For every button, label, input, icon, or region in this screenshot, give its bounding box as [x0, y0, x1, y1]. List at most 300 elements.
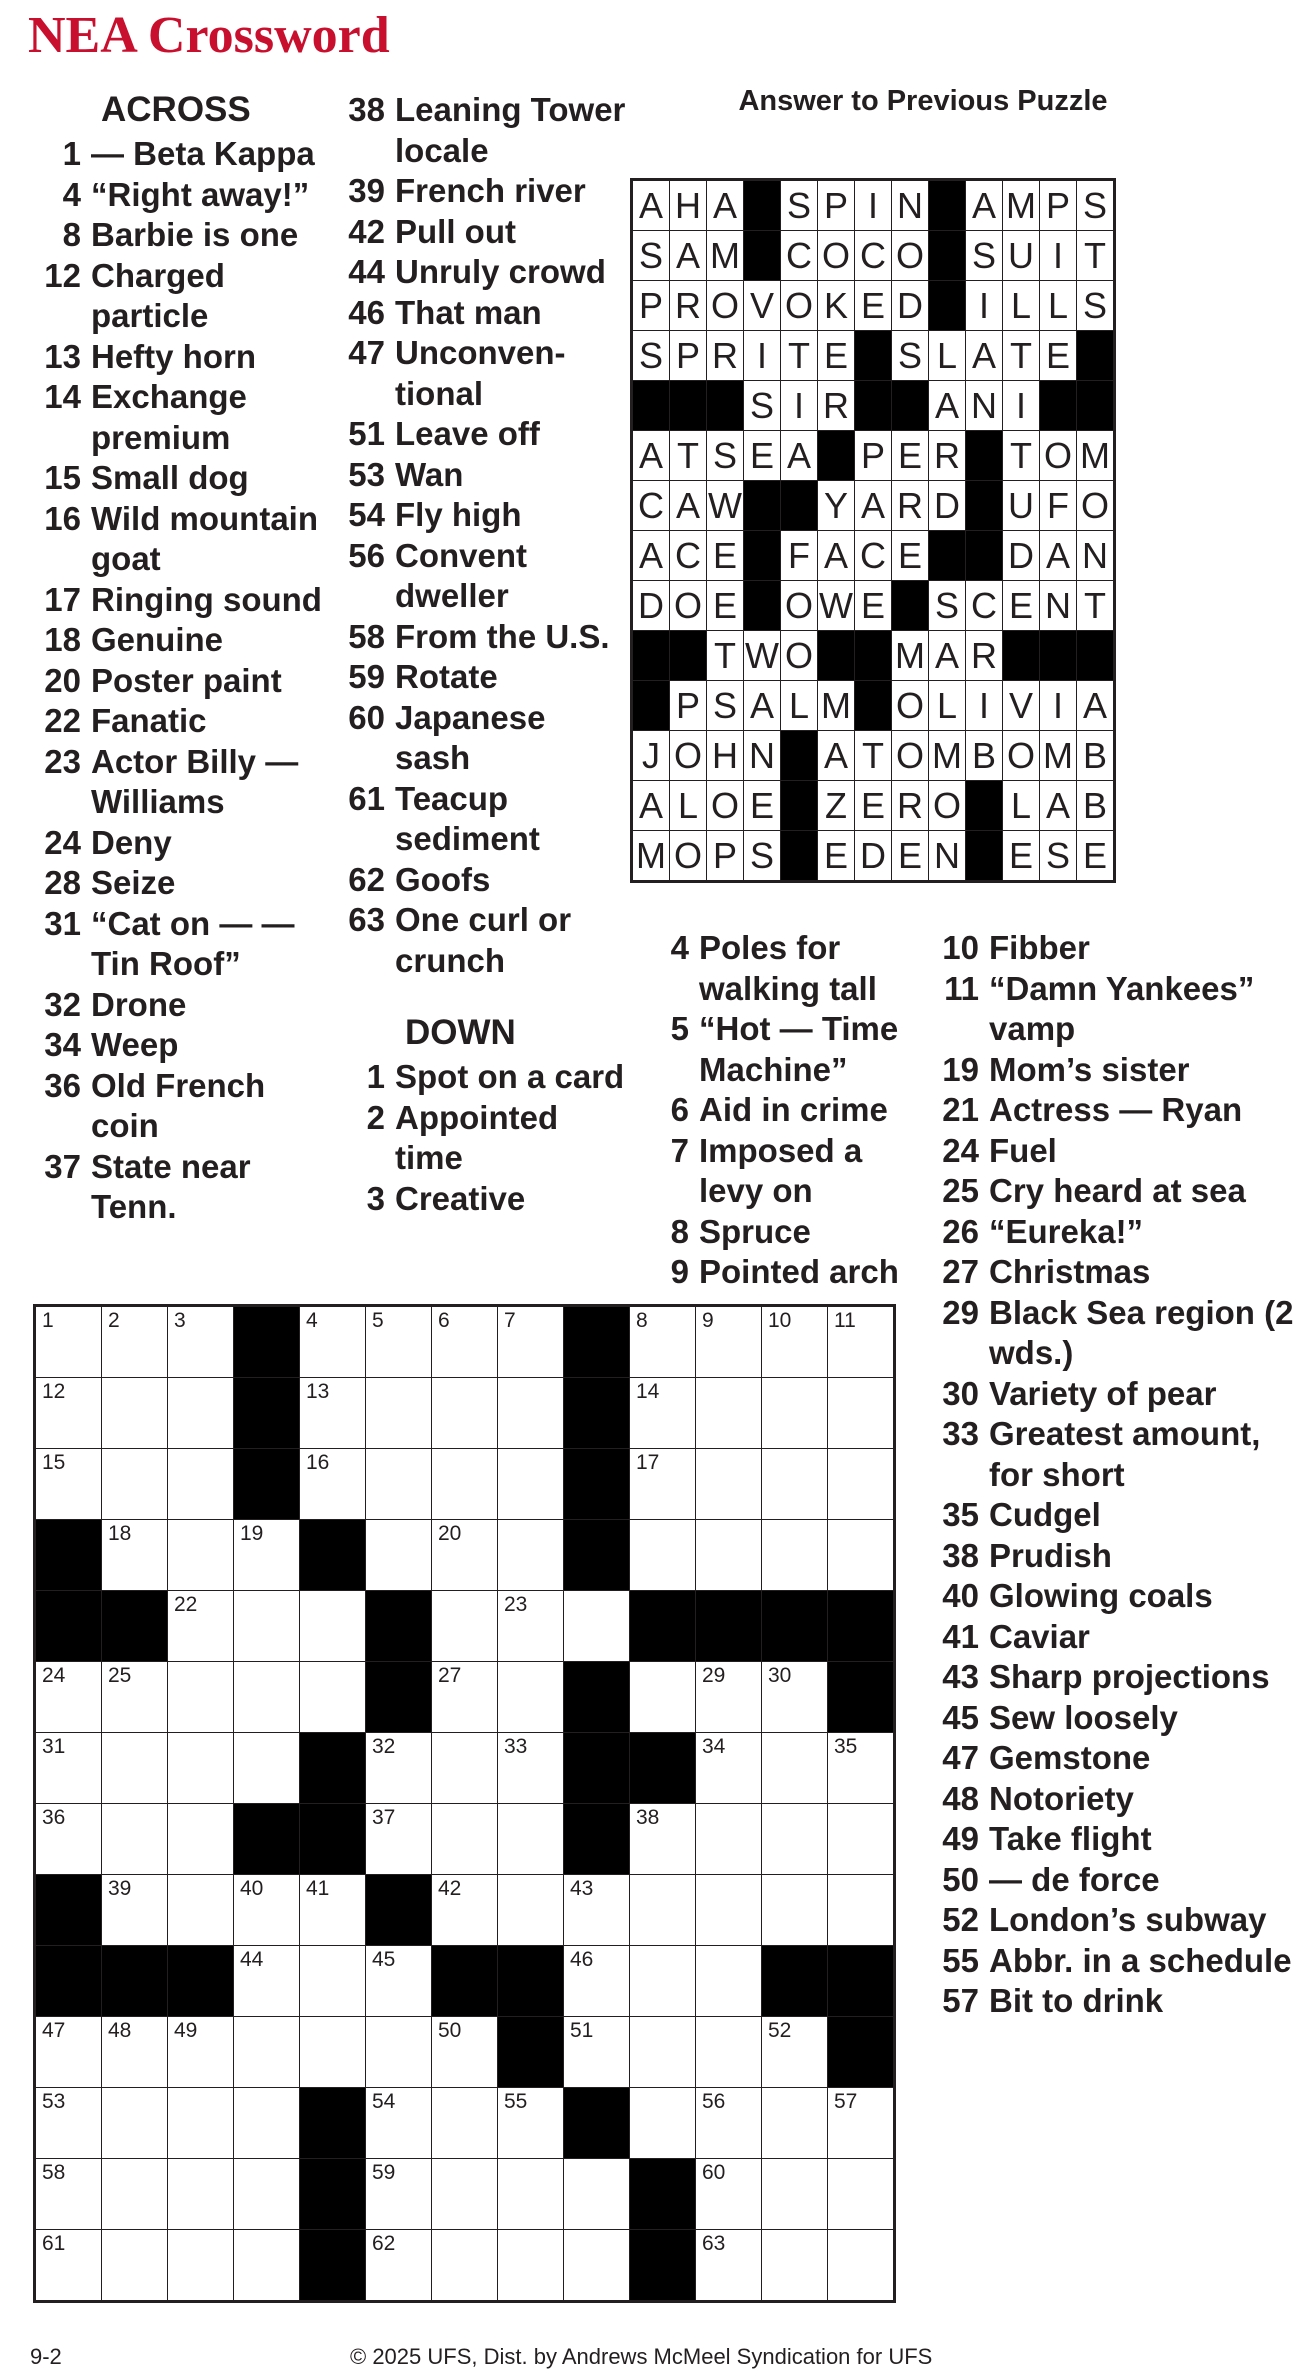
clue [931, 1657, 1311, 1698]
answer-grid-letter: A [670, 231, 707, 281]
crossword-cell[interactable] [102, 2017, 168, 2088]
crossword-cell[interactable] [366, 1306, 432, 1378]
crossword-cell[interactable] [300, 2017, 366, 2088]
crossword-block [564, 1449, 630, 1520]
crossword-cell[interactable] [828, 2088, 895, 2159]
crossword-cell[interactable] [234, 1520, 300, 1591]
crossword-cell[interactable] [696, 1946, 762, 2017]
crossword-cell[interactable] [498, 1804, 564, 1875]
clue [337, 252, 627, 293]
crossword-cell[interactable] [168, 1875, 234, 1946]
clue-text: Ringing sound [91, 580, 322, 618]
crossword-cell[interactable] [234, 1733, 300, 1804]
crossword-cell[interactable] [168, 2230, 234, 2302]
crossword-cell[interactable] [35, 2088, 102, 2159]
crossword-block [432, 1946, 498, 2017]
clue-text: Small dog [91, 459, 249, 496]
clue-text: Prudish [989, 1536, 1112, 1574]
crossword-cell[interactable] [366, 1520, 432, 1591]
crossword-cell[interactable] [300, 1378, 366, 1449]
clue [931, 1131, 1311, 1172]
crossword-cell[interactable] [696, 2159, 762, 2230]
clue [931, 1617, 1311, 1658]
crossword-cell[interactable] [828, 1733, 895, 1804]
clue-text: Creative [395, 1179, 526, 1217]
answer-grid-letter: M [1003, 180, 1040, 231]
clue-text: Gemstone [989, 1739, 1151, 1776]
answer-grid-letter: T [670, 431, 707, 481]
crossword-cell[interactable] [234, 1875, 300, 1946]
crossword-cell[interactable] [102, 2088, 168, 2159]
crossword-cell[interactable] [498, 1378, 564, 1449]
crossword-cell[interactable] [168, 1449, 234, 1520]
crossword-cell[interactable] [432, 1378, 498, 1449]
cell-number: 27 [438, 1664, 462, 1687]
crossword-cell[interactable] [828, 1306, 895, 1378]
answer-grid-letter: A [670, 481, 707, 531]
crossword-cell[interactable] [630, 1378, 696, 1449]
crossword-row [35, 2230, 895, 2302]
clue-number: 12 [44, 256, 81, 294]
answer-grid-letter: S [1040, 831, 1077, 882]
answer-grid-letter: R [892, 781, 929, 831]
clue [337, 90, 627, 171]
crossword-cell[interactable] [498, 1449, 564, 1520]
crossword-row [35, 1449, 895, 1520]
answer-grid-letter: E [855, 581, 892, 631]
crossword-cell[interactable] [366, 2017, 432, 2088]
clue-text: “Eureka!” [989, 1212, 1144, 1250]
clue [931, 1738, 1311, 1779]
answer-grid-letter: S [892, 331, 929, 381]
crossword-cell[interactable] [168, 1733, 234, 1804]
answer-grid-block [744, 531, 781, 581]
clue-text: Imposed a levy on [699, 1131, 863, 1209]
clue-number: 24 [44, 823, 81, 861]
crossword-cell[interactable] [35, 1733, 102, 1804]
crossword-cell[interactable] [35, 2159, 102, 2230]
answer-grid-letter: V [1003, 681, 1040, 731]
answer-grid-letter: L [1003, 281, 1040, 331]
cell-number: 35 [834, 1735, 858, 1758]
crossword-cell[interactable] [102, 1378, 168, 1449]
clue [931, 1374, 1311, 1415]
clue-text: Caviar [989, 1617, 1090, 1655]
answer-grid-letter: E [818, 331, 855, 381]
answer-grid-letter: R [707, 331, 744, 381]
answer-grid-letter: E [892, 831, 929, 882]
crossword-cell[interactable] [630, 2017, 696, 2088]
across-clue-list [33, 134, 333, 1228]
clue-text: Wild mountain goat [91, 499, 319, 577]
crossword-block [696, 1591, 762, 1662]
crossword-cell[interactable] [366, 2230, 432, 2302]
crossword-cell[interactable] [432, 1662, 498, 1733]
cell-number: 25 [108, 1664, 132, 1687]
crossword-cell[interactable] [300, 1449, 366, 1520]
crossword-cell[interactable] [498, 1662, 564, 1733]
crossword-cell[interactable] [234, 2159, 300, 2230]
crossword-cell[interactable] [234, 1591, 300, 1662]
crossword-cell[interactable] [498, 2159, 564, 2230]
crossword-cell[interactable] [630, 1875, 696, 1946]
crossword-cell[interactable] [762, 2159, 828, 2230]
clue-text: Poles for walking tall [699, 929, 877, 1007]
crossword-cell[interactable] [762, 2088, 828, 2159]
cell-number: 42 [438, 1877, 462, 1900]
clue-text: Notoriety [989, 1779, 1134, 1817]
answer-grid-block [929, 531, 966, 581]
answer-grid-letter: E [892, 531, 929, 581]
clue-text: Goofs [395, 860, 491, 898]
crossword-cell[interactable] [168, 1378, 234, 1449]
crossword-cell[interactable] [35, 2017, 102, 2088]
crossword-cell[interactable] [300, 1662, 366, 1733]
crossword-cell[interactable] [35, 2230, 102, 2302]
crossword-cell[interactable] [564, 2159, 630, 2230]
crossword-cell[interactable] [828, 1804, 895, 1875]
clue-number: 21 [942, 1091, 979, 1128]
answer-grid-letter: C [855, 231, 892, 281]
clue [931, 1414, 1311, 1495]
cell-number: 31 [42, 1735, 66, 1758]
crossword-cell[interactable] [168, 1662, 234, 1733]
answer-grid-letter: O [1077, 481, 1115, 531]
crossword-cell[interactable] [432, 1306, 498, 1378]
crossword-cell[interactable] [630, 2088, 696, 2159]
crossword-cell[interactable] [300, 1591, 366, 1662]
crossword-cell[interactable] [498, 1520, 564, 1591]
crossword-cell[interactable] [432, 1875, 498, 1946]
crossword-block [300, 1520, 366, 1591]
previous-answer-title: Answer to Previous Puzzle [738, 85, 1108, 117]
crossword-cell[interactable] [564, 2230, 630, 2302]
clue-text: State near Tenn. [91, 1147, 251, 1225]
crossword-block [102, 1946, 168, 2017]
clue-text: — Beta Kappa [91, 135, 315, 172]
answer-grid-letter: A [781, 431, 818, 481]
crossword-cell[interactable] [234, 2088, 300, 2159]
answer-grid-block [1040, 381, 1077, 431]
crossword-cell[interactable] [366, 1449, 432, 1520]
cell-number: 45 [372, 1948, 396, 1971]
crossword-cell[interactable] [300, 1946, 366, 2017]
clues-column-2 [337, 90, 627, 1219]
crossword-cell[interactable] [828, 1520, 895, 1591]
answer-grid-letter: E [1003, 831, 1040, 882]
crossword-cell[interactable] [102, 1520, 168, 1591]
crossword-cell[interactable] [828, 1378, 895, 1449]
crossword-cell[interactable] [102, 1306, 168, 1378]
answer-grid-block [781, 731, 818, 781]
crossword-block [234, 1449, 300, 1520]
crossword-cell[interactable] [35, 1378, 102, 1449]
clue-number: 22 [44, 702, 81, 739]
answer-grid-letter: W [707, 481, 744, 531]
crossword-cell[interactable] [498, 1733, 564, 1804]
answer-grid-letter: P [1040, 180, 1077, 231]
clue-text: Wan [395, 455, 464, 493]
crossword-cell[interactable] [498, 1306, 564, 1378]
clue-number: 8 [62, 216, 81, 253]
crossword-cell[interactable] [828, 1449, 895, 1520]
crossword-cell[interactable] [762, 2230, 828, 2302]
answer-grid-letter: A [929, 631, 966, 681]
answer-grid-block [855, 681, 892, 731]
answer-grid-letter: M [1040, 731, 1077, 781]
crossword-block [498, 1946, 564, 2017]
crossword-cell[interactable] [564, 1591, 630, 1662]
crossword-cell[interactable] [168, 2017, 234, 2088]
crossword-cell[interactable] [630, 1946, 696, 2017]
crossword-cell[interactable] [366, 1804, 432, 1875]
crossword-cell[interactable] [696, 1520, 762, 1591]
answer-grid-letter: A [966, 180, 1003, 231]
clue [337, 293, 627, 334]
clue-text: Christmas [989, 1253, 1151, 1290]
clue [641, 1252, 931, 1293]
crossword-cell[interactable] [762, 1520, 828, 1591]
clue-number: 4 [670, 929, 689, 966]
crossword-cell[interactable] [762, 1875, 828, 1946]
cell-number: 39 [108, 1877, 132, 1900]
crossword-cell[interactable] [432, 1520, 498, 1591]
crossword-cell[interactable] [564, 1875, 630, 1946]
cell-number: 17 [636, 1451, 660, 1474]
crossword-cell[interactable] [630, 1449, 696, 1520]
crossword-cell[interactable] [762, 1378, 828, 1449]
answer-grid-letter: B [966, 731, 1003, 781]
crossword-cell[interactable] [762, 1449, 828, 1520]
crossword-cell[interactable] [102, 1662, 168, 1733]
answer-grid-block [966, 481, 1003, 531]
answer-grid-row [632, 331, 1115, 381]
cell-number: 57 [834, 2090, 858, 2113]
clue-text: “Hot — Time Machine” [699, 1010, 899, 1088]
answer-grid-block [855, 381, 892, 431]
clue-number: 32 [44, 985, 81, 1023]
clue [33, 337, 333, 378]
answer-grid-letter: L [670, 781, 707, 831]
answer-grid-letter: O [892, 731, 929, 781]
answer-grid-block [1077, 381, 1115, 431]
crossword-cell[interactable] [432, 1591, 498, 1662]
answer-grid-letter: A [1077, 681, 1115, 731]
crossword-cell[interactable] [234, 2230, 300, 2302]
crossword-block [168, 1946, 234, 2017]
crossword-cell[interactable] [102, 2230, 168, 2302]
crossword-cell[interactable] [168, 2088, 234, 2159]
crossword-cell[interactable] [696, 1662, 762, 1733]
crossword-cell[interactable] [762, 1662, 828, 1733]
crossword-cell[interactable] [366, 2088, 432, 2159]
cell-number: 13 [306, 1380, 330, 1403]
clue-text: Black Sea region (2 wds.) [989, 1293, 1294, 1371]
crossword-cell[interactable] [498, 1875, 564, 1946]
clue-number: 42 [348, 212, 385, 250]
crossword-cell[interactable] [300, 1306, 366, 1378]
crossword-cell[interactable] [828, 2159, 895, 2230]
clue-number: 47 [348, 334, 385, 371]
crossword-cell[interactable] [630, 1662, 696, 1733]
answer-grid-block [670, 381, 707, 431]
clue-text: Fanatic [91, 702, 207, 739]
clue [931, 1698, 1311, 1739]
crossword-cell[interactable] [762, 1306, 828, 1378]
answer-grid-letter: C [855, 531, 892, 581]
answer-grid-row [632, 281, 1115, 331]
crossword-cell[interactable] [696, 1378, 762, 1449]
crossword-cell[interactable] [234, 1662, 300, 1733]
cell-number: 46 [570, 1948, 594, 1971]
answer-grid-block [632, 381, 670, 431]
crossword-cell[interactable] [168, 1306, 234, 1378]
clue-number: 49 [942, 1820, 979, 1857]
answer-grid-letter: N [966, 381, 1003, 431]
crossword-block [564, 2088, 630, 2159]
crossword-cell[interactable] [762, 1804, 828, 1875]
crossword-cell[interactable] [432, 1449, 498, 1520]
crossword-cell[interactable] [432, 1733, 498, 1804]
answer-grid-letter: A [707, 180, 744, 231]
crossword-cell[interactable] [696, 2088, 762, 2159]
clue-text: Spot on a card [395, 1058, 625, 1095]
clue [931, 1860, 1311, 1901]
crossword-cell[interactable] [564, 1946, 630, 2017]
crossword-block [762, 1946, 828, 2017]
crossword-cell[interactable] [630, 1804, 696, 1875]
clue-number: 20 [44, 661, 81, 699]
crossword-cell[interactable] [366, 1378, 432, 1449]
cell-number: 36 [42, 1806, 66, 1829]
crossword-cell[interactable] [762, 1733, 828, 1804]
clue-text: Deny [91, 823, 172, 861]
answer-grid-row [632, 831, 1115, 882]
clue [931, 1981, 1311, 2022]
crossword-block [366, 1662, 432, 1733]
down-clue-list-continued [641, 928, 931, 1293]
clue [641, 1009, 931, 1090]
clue-number: 13 [44, 337, 81, 375]
answer-grid-letter: B [1077, 781, 1115, 831]
clue-number: 34 [44, 1026, 81, 1063]
crossword-cell[interactable] [432, 2017, 498, 2088]
answer-grid-row [632, 731, 1115, 781]
crossword-block [564, 1520, 630, 1591]
crossword-cell[interactable] [168, 1520, 234, 1591]
crossword-cell[interactable] [828, 1875, 895, 1946]
clue [931, 1495, 1311, 1536]
clue-text: Glowing coals [989, 1577, 1213, 1614]
crossword-cell[interactable] [762, 2017, 828, 2088]
crossword-cell[interactable] [630, 1306, 696, 1378]
clue [337, 1098, 627, 1179]
crossword-cell[interactable] [366, 1946, 432, 2017]
clue [931, 1536, 1311, 1577]
crossword-cell[interactable] [696, 1804, 762, 1875]
crossword-cell[interactable] [102, 1733, 168, 1804]
clue-number: 43 [942, 1658, 979, 1695]
answer-grid-letter: E [1040, 331, 1077, 381]
clue [33, 580, 333, 621]
answer-grid-block [966, 531, 1003, 581]
crossword-block [35, 1591, 102, 1662]
crossword-cell[interactable] [234, 2017, 300, 2088]
crossword-cell[interactable] [432, 1804, 498, 1875]
clue-text: “Cat on — — Tin Roof” [91, 904, 295, 982]
answer-grid-letter: E [855, 281, 892, 331]
crossword-cell[interactable] [102, 1875, 168, 1946]
clue-number: 50 [942, 1860, 979, 1898]
crossword-cell[interactable] [432, 2159, 498, 2230]
answer-grid-letter: A [1040, 531, 1077, 581]
clue-number: 17 [44, 580, 81, 618]
answer-grid-letter: O [818, 231, 855, 281]
clue-number: 19 [942, 1050, 979, 1088]
crossword-cell[interactable] [35, 1662, 102, 1733]
crossword-cell[interactable] [168, 1591, 234, 1662]
cell-number: 40 [240, 1877, 264, 1900]
crossword-cell[interactable] [696, 2230, 762, 2302]
crossword-cell[interactable] [828, 2230, 895, 2302]
clue [641, 928, 931, 1009]
crossword-cell[interactable] [564, 2017, 630, 2088]
crossword-cell[interactable] [696, 2017, 762, 2088]
crossword-cell[interactable] [366, 1733, 432, 1804]
crossword-cell[interactable] [498, 1591, 564, 1662]
cell-number: 58 [42, 2161, 66, 2184]
answer-grid-letter: O [707, 781, 744, 831]
down-clues-column-4 [931, 928, 1311, 2022]
crossword-row [35, 1662, 895, 1733]
clue [931, 1050, 1311, 1091]
crossword-cell[interactable] [498, 2088, 564, 2159]
clue [931, 1293, 1311, 1374]
crossword-cell[interactable] [366, 2159, 432, 2230]
crossword-row [35, 2159, 895, 2230]
clue-text: Variety of pear [989, 1374, 1217, 1412]
crossword-cell[interactable] [102, 1449, 168, 1520]
clue-text: Rotate [395, 658, 498, 695]
clue [337, 212, 627, 253]
crossword-cell[interactable] [432, 2088, 498, 2159]
copyright-credit: © 2025 UFS, Dist. by Andrews McMeel Syndication for UFS [350, 2344, 933, 2369]
crossword-cell[interactable] [35, 1804, 102, 1875]
answer-grid-letter: P [707, 831, 744, 882]
clue [33, 1025, 333, 1066]
crossword-cell[interactable] [168, 2159, 234, 2230]
crossword-cell[interactable] [630, 1520, 696, 1591]
crossword-cell[interactable] [234, 1946, 300, 2017]
crossword-cell[interactable] [300, 1875, 366, 1946]
crossword-cell[interactable] [498, 2230, 564, 2302]
crossword-cell[interactable] [102, 2159, 168, 2230]
crossword-cell[interactable] [102, 1804, 168, 1875]
answer-grid-letter: D [892, 281, 929, 331]
crossword-cell[interactable] [168, 1804, 234, 1875]
crossword-cell[interactable] [432, 2230, 498, 2302]
crossword-cell[interactable] [696, 1449, 762, 1520]
crossword-cell[interactable] [35, 1449, 102, 1520]
crossword-cell[interactable] [696, 1733, 762, 1804]
clue-number: 9 [670, 1253, 689, 1290]
crossword-cell[interactable] [696, 1306, 762, 1378]
crossword-block [564, 1804, 630, 1875]
clue [337, 1179, 627, 1220]
crossword-cell[interactable] [35, 1306, 102, 1378]
crossword-cell[interactable] [696, 1875, 762, 1946]
answer-grid-letter: A [966, 331, 1003, 381]
